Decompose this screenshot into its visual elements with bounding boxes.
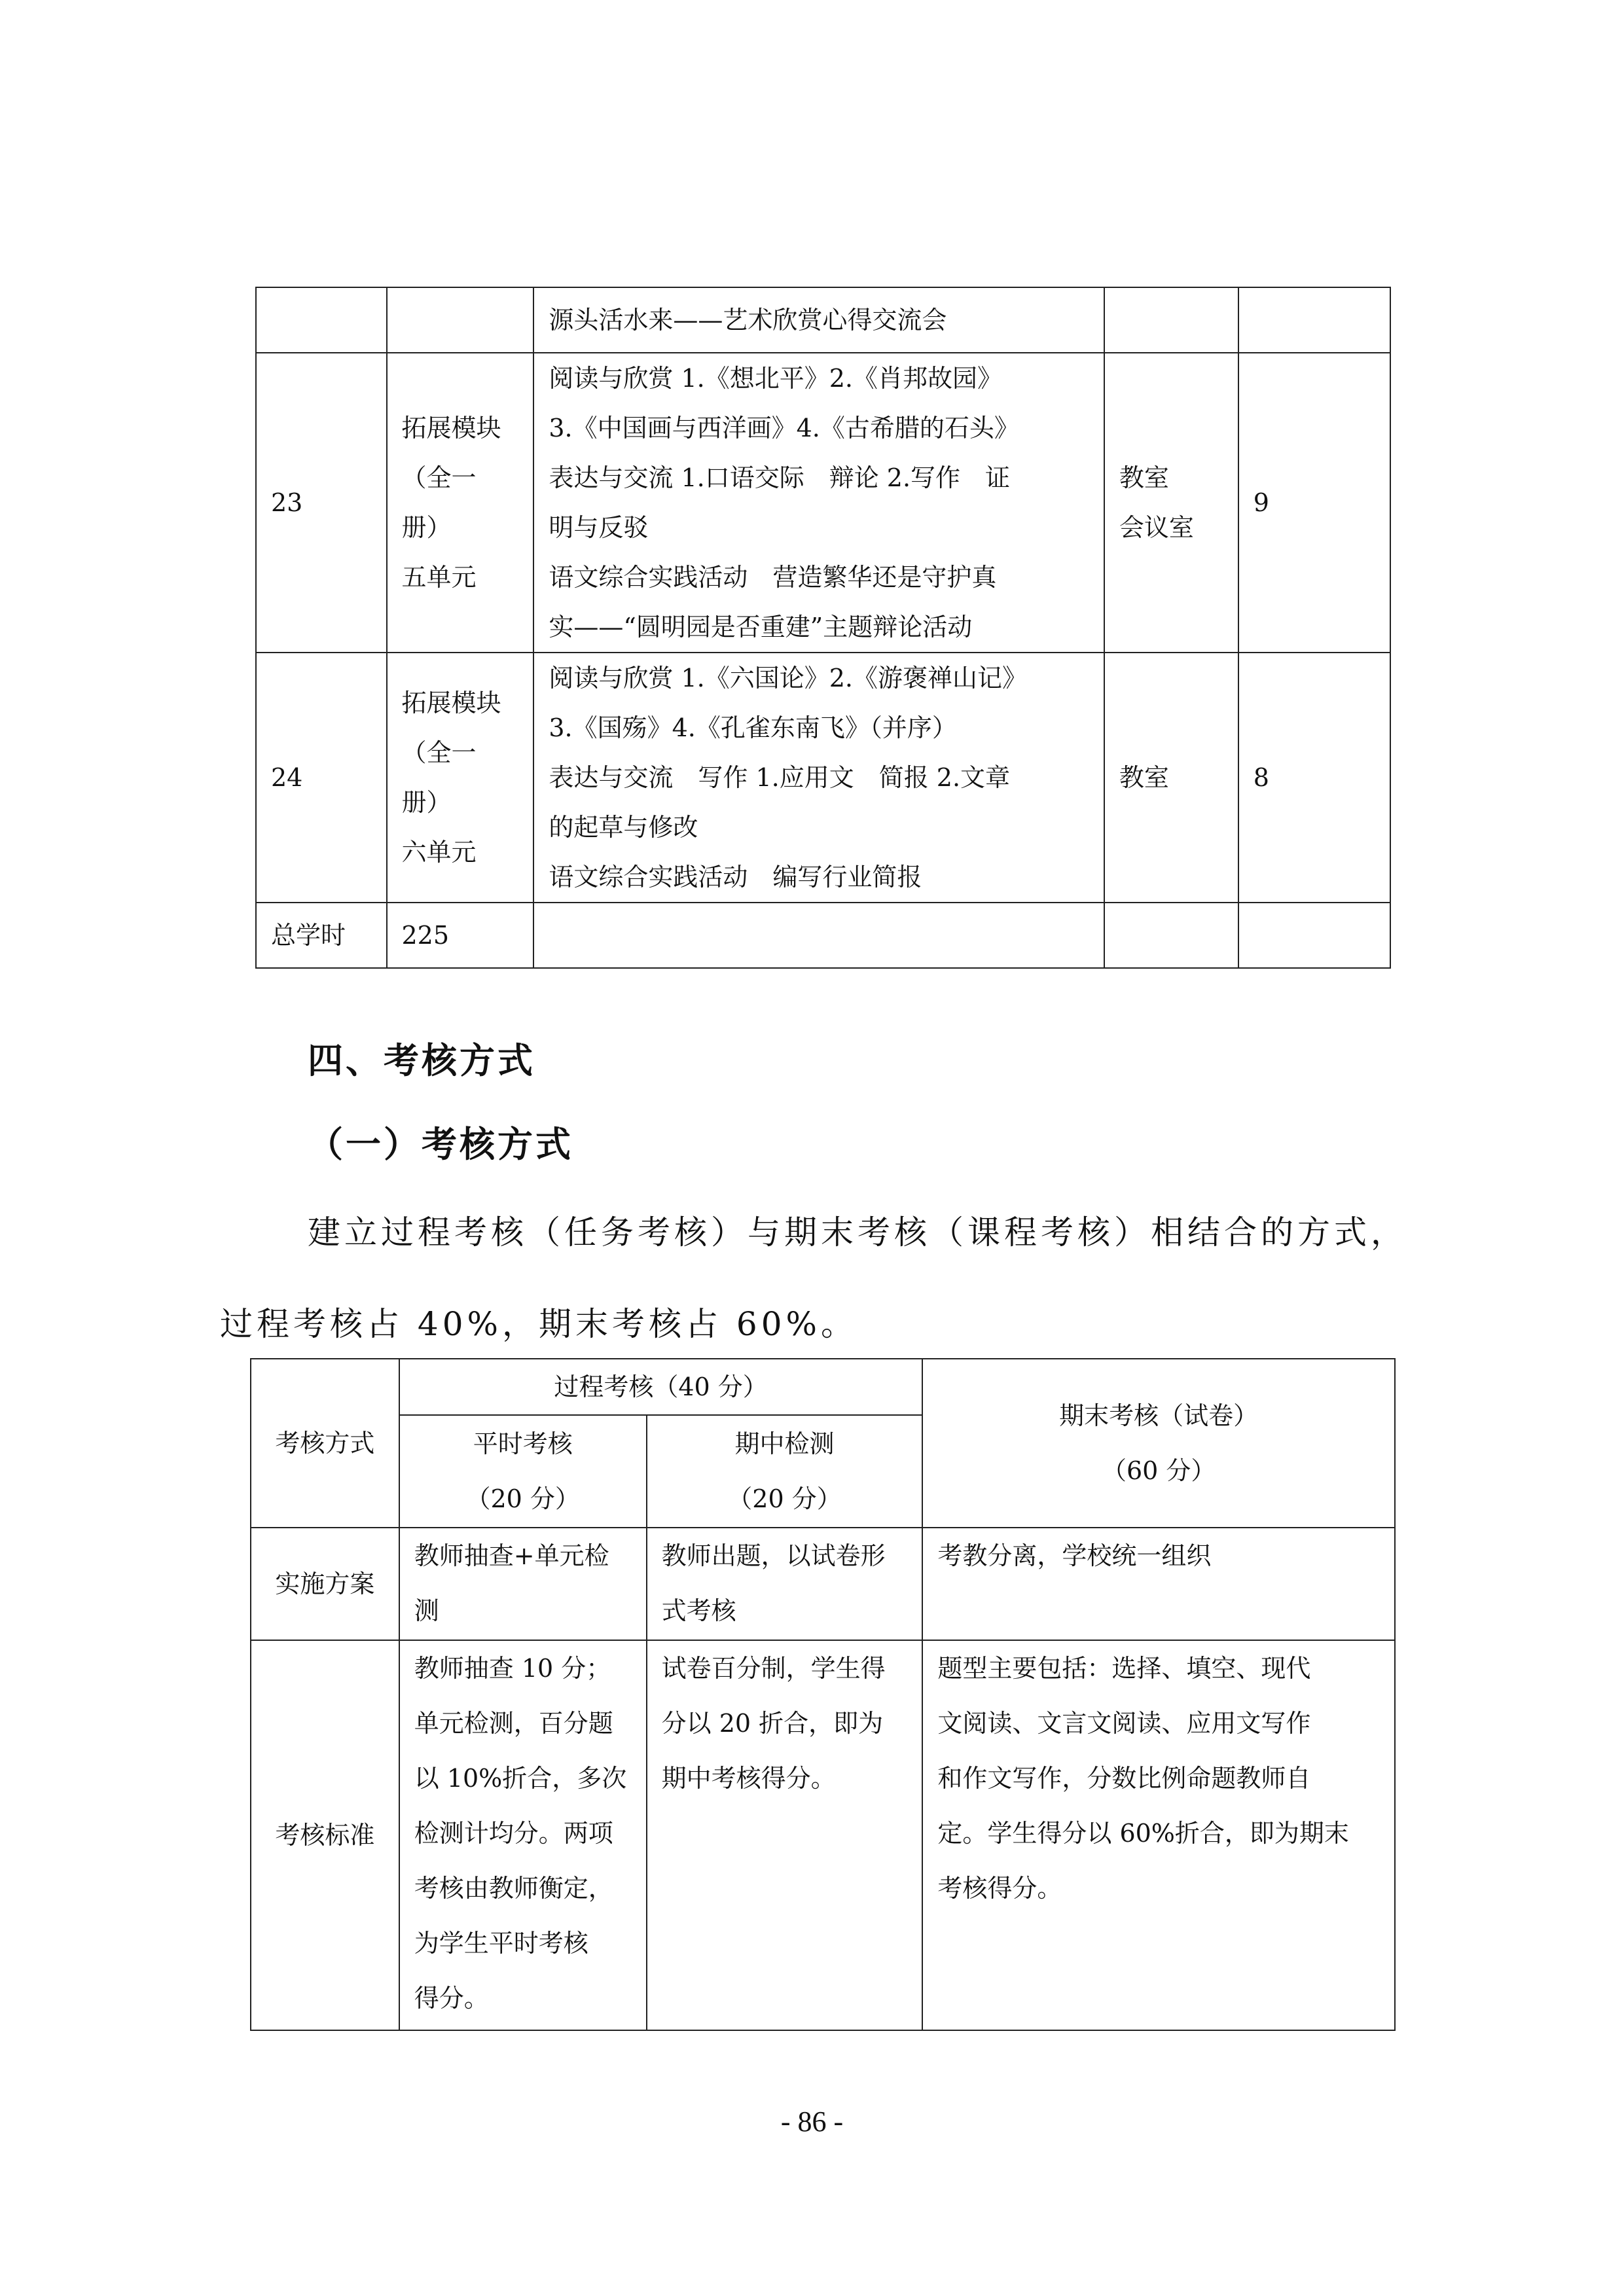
- plan-final-cell: 考教分离，学校统一组织: [922, 1528, 1395, 1640]
- standard-daily-cell: 教师抽查 10 分； 单元检测，百分题 以 10%折合，多次 检测计均分。两项 考核由教师衡定， 为学生平时考核 得分。: [399, 1640, 647, 2030]
- total-hours-value: 225: [387, 903, 534, 968]
- location-cell: [1104, 287, 1238, 353]
- final-header: 期末考核（试卷） （60 分）: [922, 1359, 1395, 1528]
- hours-cell: [1238, 287, 1390, 353]
- empty-cell: [1104, 903, 1238, 968]
- total-label: 总学时: [256, 903, 387, 968]
- paragraph-line: 建立过程考核（任务考核）与期末考核（课程考核）相结合的方式，: [308, 1213, 1407, 1251]
- table-row: [256, 353, 1390, 653]
- row-number-cell: 24: [256, 653, 387, 903]
- subsection-heading: （一）考核方式: [308, 1123, 573, 1165]
- method-header: 考核方式: [251, 1359, 399, 1528]
- content-cell: 阅读与欣赏 1.《想北平》2.《肖邦故园》 3.《中国画与西洋画》4.《古希腊的石头》 表达与交流 1.口语交际 辩论 2.写作 证 明与反驳 语文综合实践活动 营造繁华还是守护真 实——“圆明园是否重建”主题辩论活动: [533, 353, 1104, 653]
- empty-cell: [533, 903, 1104, 968]
- plan-row: [251, 1528, 1395, 1640]
- paragraph-line: 过程考核占 40%，期末考核占 60%。: [220, 1305, 858, 1343]
- daily-header: 平时考核 （20 分）: [399, 1415, 647, 1528]
- midterm-header: 期中检测 （20 分）: [647, 1415, 923, 1528]
- plan-daily-cell: 教师抽查+单元检 测: [399, 1528, 647, 1640]
- location-cell: 教室 会议室: [1104, 353, 1238, 653]
- module-cell: [387, 287, 534, 353]
- hours-cell: 8: [1238, 653, 1390, 903]
- total-row: [256, 903, 1390, 968]
- module-cell: 拓展模块 （全一 册） 五单元: [387, 353, 534, 653]
- table-row: [256, 653, 1390, 903]
- assessment-table: [250, 1358, 1396, 2031]
- table-header-row: [251, 1359, 1395, 1415]
- section-heading: 四、考核方式: [308, 1039, 535, 1081]
- content-cell: 源头活水来——艺术欣赏心得交流会: [533, 287, 1104, 353]
- row-number-cell: 23: [256, 353, 387, 653]
- standard-row: [251, 1640, 1395, 2030]
- standard-label: 考核标准: [251, 1640, 399, 2030]
- standard-midterm-cell: 试卷百分制，学生得 分以 20 折合，即为 期中考核得分。: [647, 1640, 923, 2030]
- module-cell: 拓展模块 （全一 册） 六单元: [387, 653, 534, 903]
- standard-final-cell: 题型主要包括：选择、填空、现代 文阅读、文言文阅读、应用文写作 和作文写作，分数比例命题教师自 定。学生得分以 60%折合，即为期末 考核得分。: [922, 1640, 1395, 2030]
- table-row: [256, 287, 1390, 353]
- empty-cell: [1238, 903, 1390, 968]
- hours-cell: 9: [1238, 353, 1390, 653]
- plan-label: 实施方案: [251, 1528, 399, 1640]
- course-schedule-table: [255, 287, 1391, 969]
- process-header: 过程考核（40 分）: [399, 1359, 923, 1415]
- page-number: - 86 -: [780, 2106, 844, 2138]
- content-cell: 阅读与欣赏 1.《六国论》2.《游褒禅山记》 3.《国殇》4.《孔雀东南飞》（并序） 表达与交流 写作 1.应用文 简报 2.文章 的起草与修改 语文综合实践活动 编写行业简报: [533, 653, 1104, 903]
- plan-midterm-cell: 教师出题，以试卷形 式考核: [647, 1528, 923, 1640]
- location-cell: 教室: [1104, 653, 1238, 903]
- row-number-cell: [256, 287, 387, 353]
